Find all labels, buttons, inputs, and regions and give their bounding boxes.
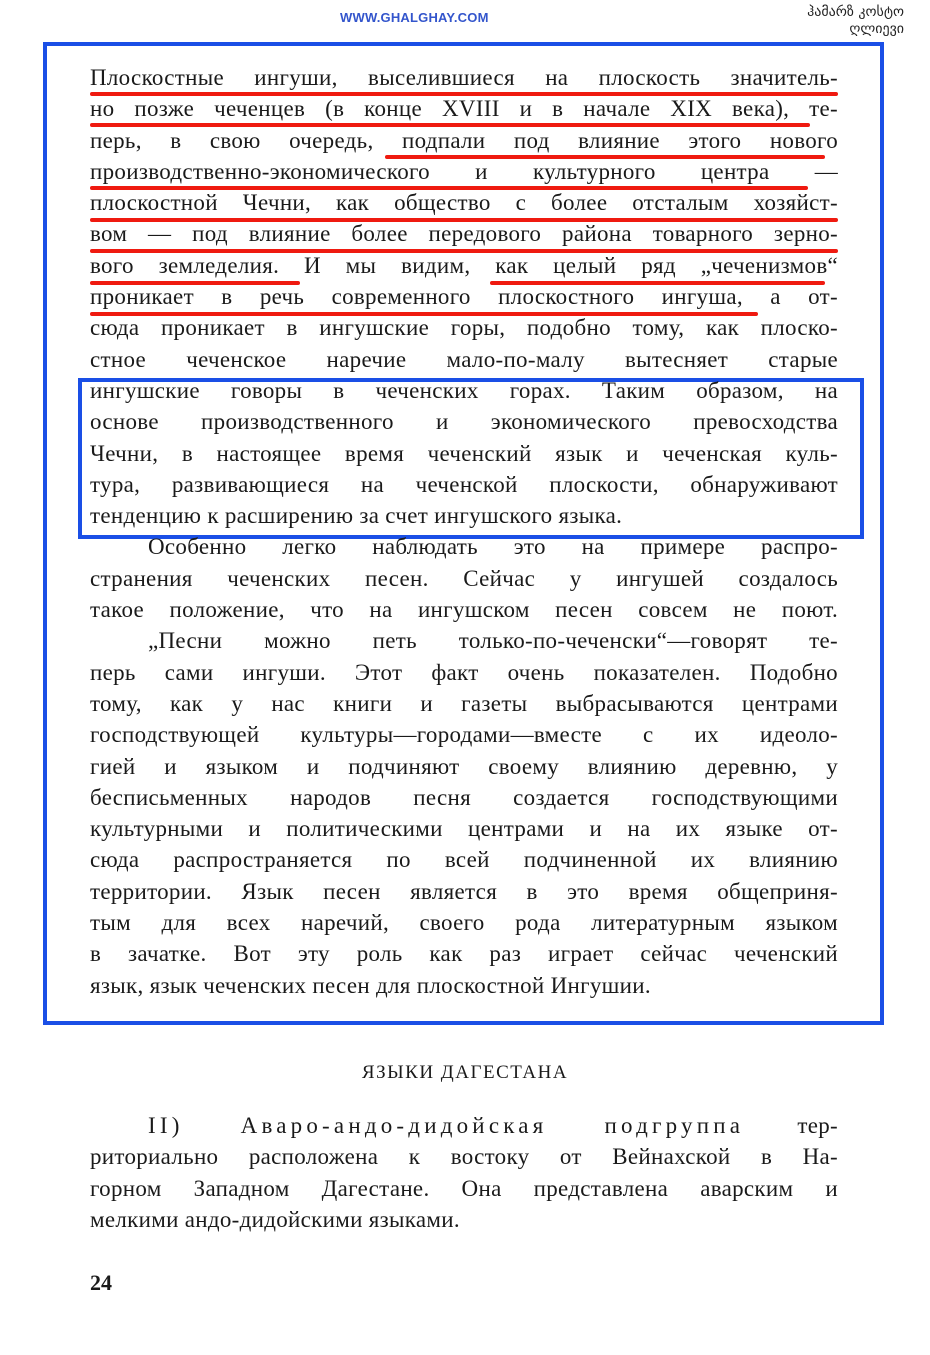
text-line: странения чеченских песен. Сейчас у ингушей создалось (90, 565, 838, 591)
text-line: культурными и политическими центрами и на их языке от- (90, 816, 838, 842)
text-line: основе производственного и экономического превосходства (90, 409, 838, 435)
text-line: перь, в свою очередь, подпали под влияние этого нового (90, 127, 838, 153)
text-line: тенденцию к расширению за счет ингушского языка. (90, 503, 623, 529)
text-line: мелкими андо-дидойскими языками. (90, 1206, 460, 1232)
text-line: риториально расположена к востоку от Вейнахской в На- (90, 1144, 838, 1170)
subgroup-title: II) Аваро-андо-дидойская подгруппа (148, 1113, 745, 1138)
text-line: территории. Язык песен является в это время общеприня- (90, 878, 838, 904)
section-heading: ЯЗЫКИ ДАГЕСТАНА (361, 1062, 569, 1083)
text-line: плоскостной Чечни, как общество с более отсталым хозяйст- (90, 190, 838, 216)
text-line: но позже чеченцев (в конце XVIII и в начале XIX века), те- (90, 96, 838, 122)
text-line: тому, как у нас книги и газеты выбрасываются центрами (90, 690, 838, 716)
text-line: тым для всех наречий, своего рода литературным языком (90, 910, 838, 936)
text-line: горном Западном Дагестане. Она представлена аварским и (90, 1175, 838, 1201)
text-line: проникает в речь современного плоскостного ингуша, а от- (90, 284, 838, 310)
text-line: стное чеченское наречие мало-по-малу вытесняет старые (90, 346, 838, 372)
text-line: в зачатке. Вот эту роль как раз играет сейчас чеченский (90, 941, 838, 967)
text-line: гией и языком и подчиняют своему влиянию деревню, у (90, 753, 838, 779)
section-intro (90, 1110, 838, 1235)
text-line: ингушские говоры в чеченских горах. Таким образом, на (90, 377, 838, 403)
page-number: 24 (90, 1270, 112, 1295)
text-line: сюда проникает в ингушские горы, подобно тому, как плоско- (90, 315, 838, 341)
text-line: перь сами ингуши. Этот факт очень показателен. Подобно (90, 659, 838, 685)
text-line: господствующей культуры—городами—вместе с их идеоло- (90, 722, 838, 748)
text-line: вом — под влияние более передового района товарного зерно- (90, 221, 838, 247)
corner-label: ჰამარზ კოსტო ღლიევი (807, 4, 904, 37)
text-line: вого земледелия. И мы видим, как целый ряд „чеченизмов“ (90, 252, 838, 278)
site-url[interactable]: WWW.GHALGHAY.COM (340, 10, 489, 25)
text-line: тура, развивающиеся на чеченской плоскости, обнаруживают (90, 471, 838, 497)
text-line: бесписьменных народов песня создается господствующими (90, 784, 838, 810)
text-line: Чечни, в настоящее время чеченский язык и чеченская куль- (90, 440, 838, 466)
text-line: Плоскостные ингуши, выселившиеся на плоскость значитель- (90, 65, 838, 90)
text-line: производственно-экономического и культурного центра — (90, 158, 838, 184)
text-line: Особенно легко наблюдать это на примере распро- (148, 534, 838, 560)
text-fragment: тер- (797, 1113, 838, 1138)
text-line (90, 1110, 838, 1141)
paragraph-1 (90, 62, 838, 1001)
text-line: „Песни можно петь только-по-чеченски“—говорят те- (148, 628, 838, 654)
text-line: язык, язык чеченских песен для плоскостной Ингушии. (90, 972, 651, 998)
text-line: такое положение, что на ингушском песен совсем не поют. (90, 597, 838, 623)
text-line: сюда распространяется по всей подчиненной их влиянию (90, 847, 838, 873)
